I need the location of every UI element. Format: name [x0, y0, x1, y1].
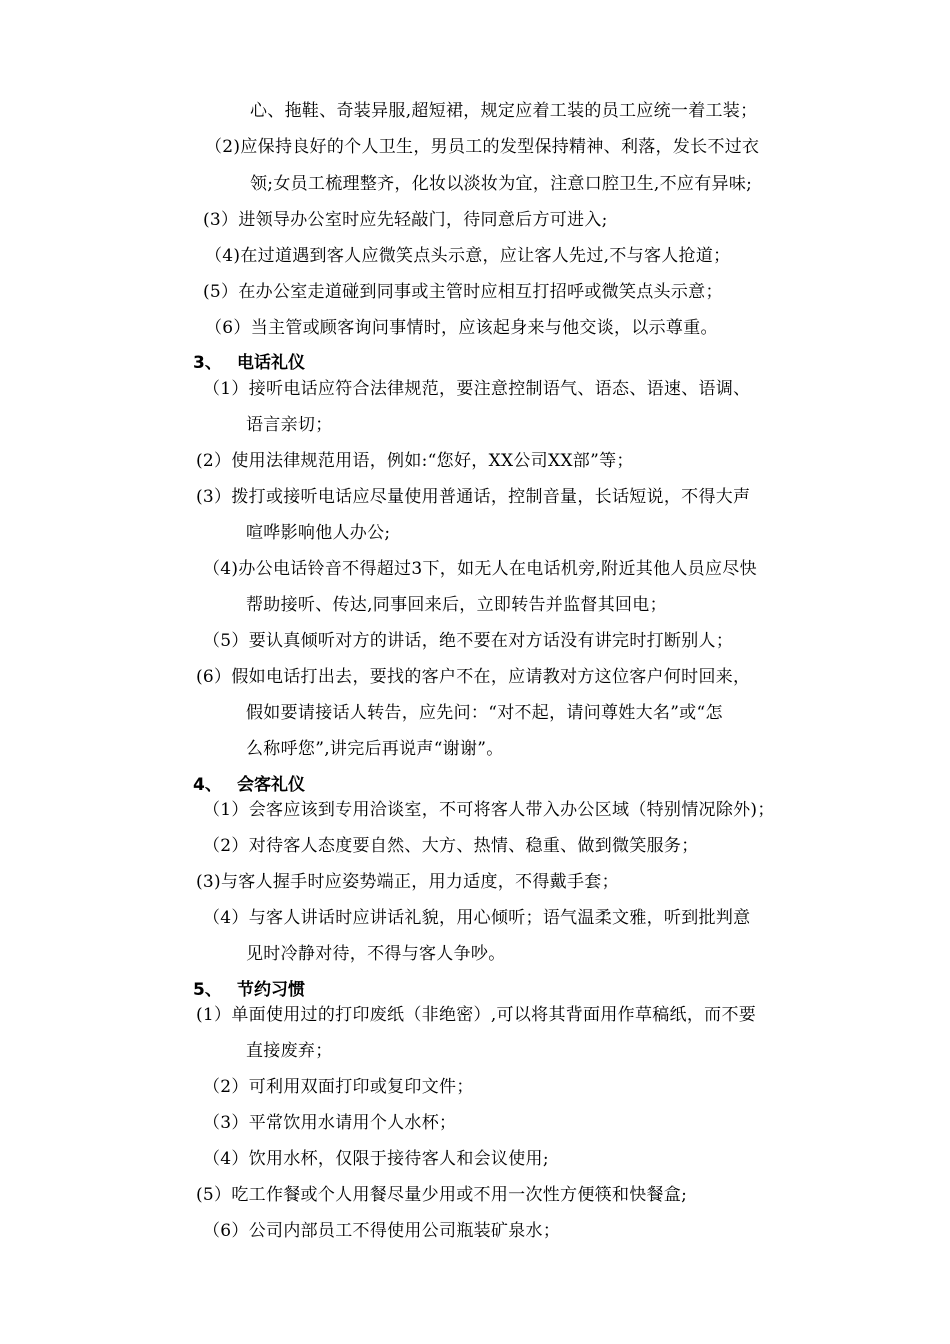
section-number: 5、 — [193, 980, 222, 1000]
text-line: （1）会客应该到专用洽谈室，不可将客人带入办公区域（特别情况除外)； — [203, 800, 775, 820]
section-heading — [193, 352, 305, 374]
text-line: 假如要请接话人转告，应先问：“对不起，请问尊姓大名”或“怎 — [246, 703, 723, 723]
text-line: (6）假如电话打出去，要找的客户不在，应请教对方这位客户何时回来， — [196, 667, 751, 687]
text-line: 领;女员工梳理整齐，化妆以淡妆为宜，注意口腔卫生,不应有异味; — [250, 174, 753, 194]
text-line: 直接废弃； — [246, 1041, 333, 1061]
text-line: 喧哗影响他人办公; — [246, 523, 391, 543]
text-line: (5）在办公室走道碰到同事或主管时应相互打招呼或微笑点头示意； — [203, 282, 723, 302]
text-line: （4）饮用水杯，仅限于接待客人和会议使用; — [203, 1149, 549, 1169]
text-line: （6）当主管或顾客询问事情时，应该起身来与他交谈，以示尊重。 — [205, 318, 718, 338]
text-line: （2）可利用双面打印或复印文件； — [203, 1077, 474, 1097]
text-line: (5）吃工作餐或个人用餐尽量少用或不用一次性方便筷和快餐盒; — [196, 1185, 688, 1205]
text-line: 心、拖鞋、奇装异服,超短裙，规定应着工装的员工应统一着工装； — [250, 101, 758, 121]
text-line: 么称呼您”,讲完后再说声“谢谢”。 — [246, 739, 504, 759]
section-number: 3、 — [193, 353, 222, 373]
text-line: （4)在过道遇到客人应微笑点头示意，应让客人先过,不与客人抢道； — [205, 246, 731, 266]
section-title: 会客礼仪 — [237, 775, 305, 795]
section-title: 节约习惯 — [237, 980, 305, 1000]
text-line: （6）公司内部员工不得使用公司瓶装矿泉水； — [203, 1221, 561, 1241]
text-line: (2）使用法律规范用语，例如:“您好，XX公司XX部”等； — [196, 451, 634, 471]
text-line: （3）平常饮用水请用个人水杯； — [203, 1113, 457, 1133]
section-heading — [193, 979, 305, 1001]
section-number: 4、 — [193, 775, 222, 795]
text-line: （4）与客人讲话时应讲话礼貌，用心倾听；语气温柔文雅，听到批判意 — [203, 908, 751, 928]
section-title: 电话礼仪 — [237, 353, 305, 373]
text-line: (3)与客人握手时应姿势端正，用力适度，不得戴手套； — [196, 872, 619, 892]
text-line: （2)应保持良好的个人卫生，男员工的发型保持精神、利落，发长不过衣 — [205, 137, 760, 157]
text-line: （1）接听电话应符合法律规范，要注意控制语气、语态、语速、语调、 — [203, 379, 751, 399]
text-line: （5）要认真倾听对方的讲话，绝不要在对方话没有讲完时打断别人； — [203, 631, 734, 651]
text-line: 帮助接听、传达,同事回来后，立即转告并监督其回电； — [246, 595, 667, 615]
text-line: (3）拨打或接听电话应尽量使用普通话，控制音量，长话短说，不得大声 — [196, 487, 751, 507]
text-line: （2）对待客人态度要自然、大方、热情、稳重、做到微笑服务； — [203, 836, 699, 856]
text-line: (3）进领导办公室时应先轻敲门，待同意后方可进入; — [203, 210, 608, 230]
text-line: (1）单面使用过的打印废纸（非绝密）,可以将其背面用作草稿纸，而不要 — [196, 1005, 757, 1025]
text-line: （4)办公电话铃音不得超过3下，如无人在电话机旁,附近其他人员应尽快 — [203, 559, 757, 579]
text-line: 见时冷静对待，不得与客人争吵。 — [246, 944, 506, 964]
section-heading — [193, 774, 305, 796]
text-line: 语言亲切； — [246, 415, 333, 435]
